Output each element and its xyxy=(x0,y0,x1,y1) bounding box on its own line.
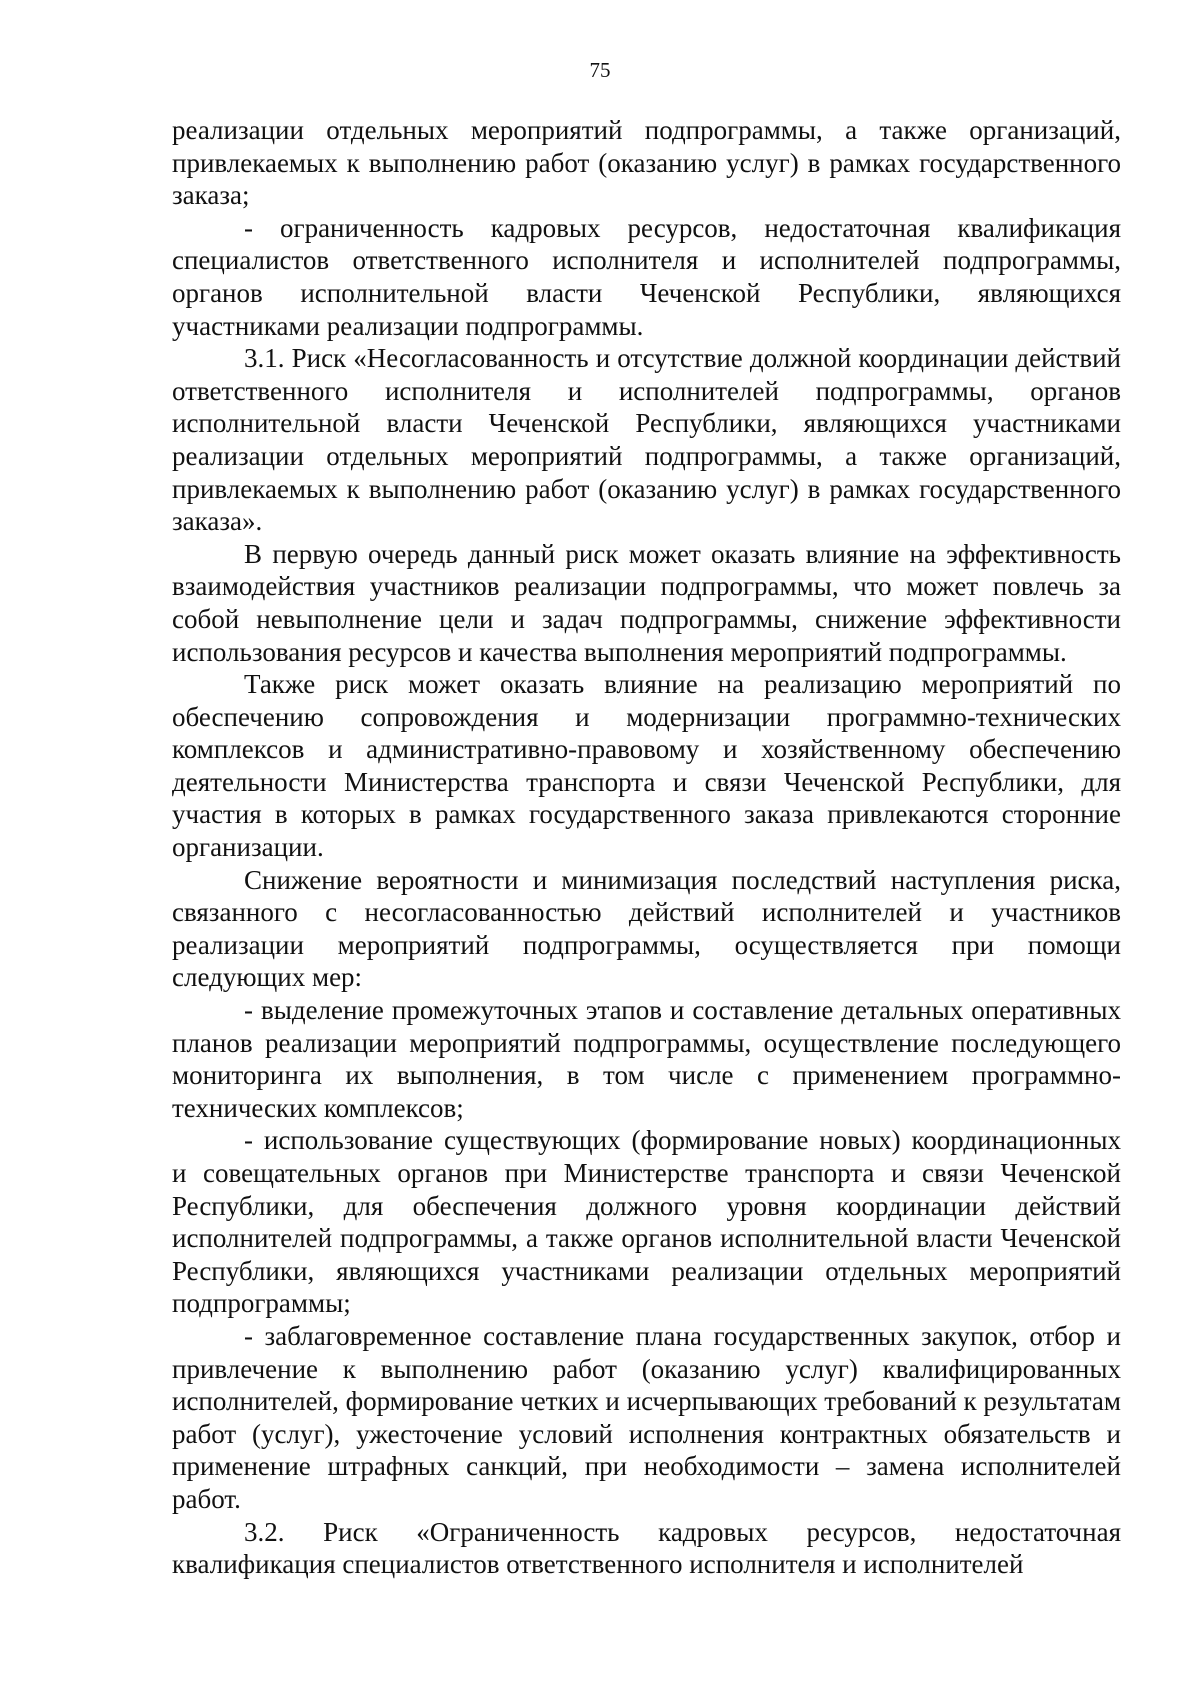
paragraph-list-item: - использование существующих (формирование новых) координационных и совещательных органов при Министерстве транспорта и связи Чеченской Республики, для обеспечения должного уровня координации действий исполнителей подпрограммы, а также органов исполнительной власти Чеченской Республики, являющихся участниками реализации отдельных мероприятий подпрограммы; xyxy=(172,1125,1121,1319)
paragraph: Снижение вероятности и минимизация последствий наступления риска, связанного с несогласованностью действий исполнителей и участников реализации мероприятий подпрограммы, осуществляется при помощи следующих мер: xyxy=(172,864,1121,993)
paragraph-risk-3-1: 3.1. Риск «Несогласованность и отсутствие должной координации действий ответственного исполнителя и исполнителей подпрограммы, органов исполнительной власти Чеченской Республики, являющихся участниками реализации отдельных мероприятий подпрограммы, а также организаций, привлекаемых к выполнению работ (оказанию услуг) в рамках государственного заказа». xyxy=(172,343,1121,537)
paragraph-list-item: - ограниченность кадровых ресурсов, недостаточная квалификация специалистов ответственного исполнителя и исполнителей подпрограммы, органов исполнительной власти Чеченской Республики, являющихся участниками реализации подпрограммы. xyxy=(172,212,1121,341)
paragraph-list-item: - выделение промежуточных этапов и составление детальных оперативных планов реализации мероприятий подпрограммы, осуществление последующего мониторинга их выполнения, в том числе с применением программно-технических комплексов; xyxy=(172,995,1121,1123)
paragraph-list-item: - заблаговременное составление плана государственных закупок, отбор и привлечение к выполнению работ (оказанию услуг) квалифицированных исполнителей, формирование четких и исчерпывающих требований к результатам работ (услуг), ужесточение условий исполнения контрактных обязательств и применение штрафных санкций, при необходимости – замена исполнителей работ. xyxy=(172,1320,1121,1514)
paragraph-continuation: реализации отдельных мероприятий подпрограммы, а также организаций, привлекаемых к выполнению работ (оказанию услуг) в рамках государственного заказа; xyxy=(172,115,1121,211)
paragraph: Также риск может оказать влияние на реализацию мероприятий по обеспечению сопровождения и модернизации программно-технических комплексов и административно-правовому и хозяйственному обеспечению деятельности Министерства транспорта и связи Чеченской Республики, для участия в которых в рамках государственного заказа привлекаются сторонние организации. xyxy=(172,669,1121,863)
page-number: 75 xyxy=(589,58,611,82)
document-body xyxy=(172,114,1121,1581)
paragraph: В первую очередь данный риск может оказать влияние на эффективность взаимодействия участников реализации подпрограммы, что может повлечь за собой невыполнение цели и задач подпрограммы, снижение эффективности использования ресурсов и качества выполнения мероприятий подпрограммы. xyxy=(172,538,1121,667)
paragraph-risk-3-2: 3.2. Риск «Ограниченность кадровых ресурсов, недостаточная квалификация специалистов ответственного исполнителя и исполнителей xyxy=(172,1516,1121,1580)
